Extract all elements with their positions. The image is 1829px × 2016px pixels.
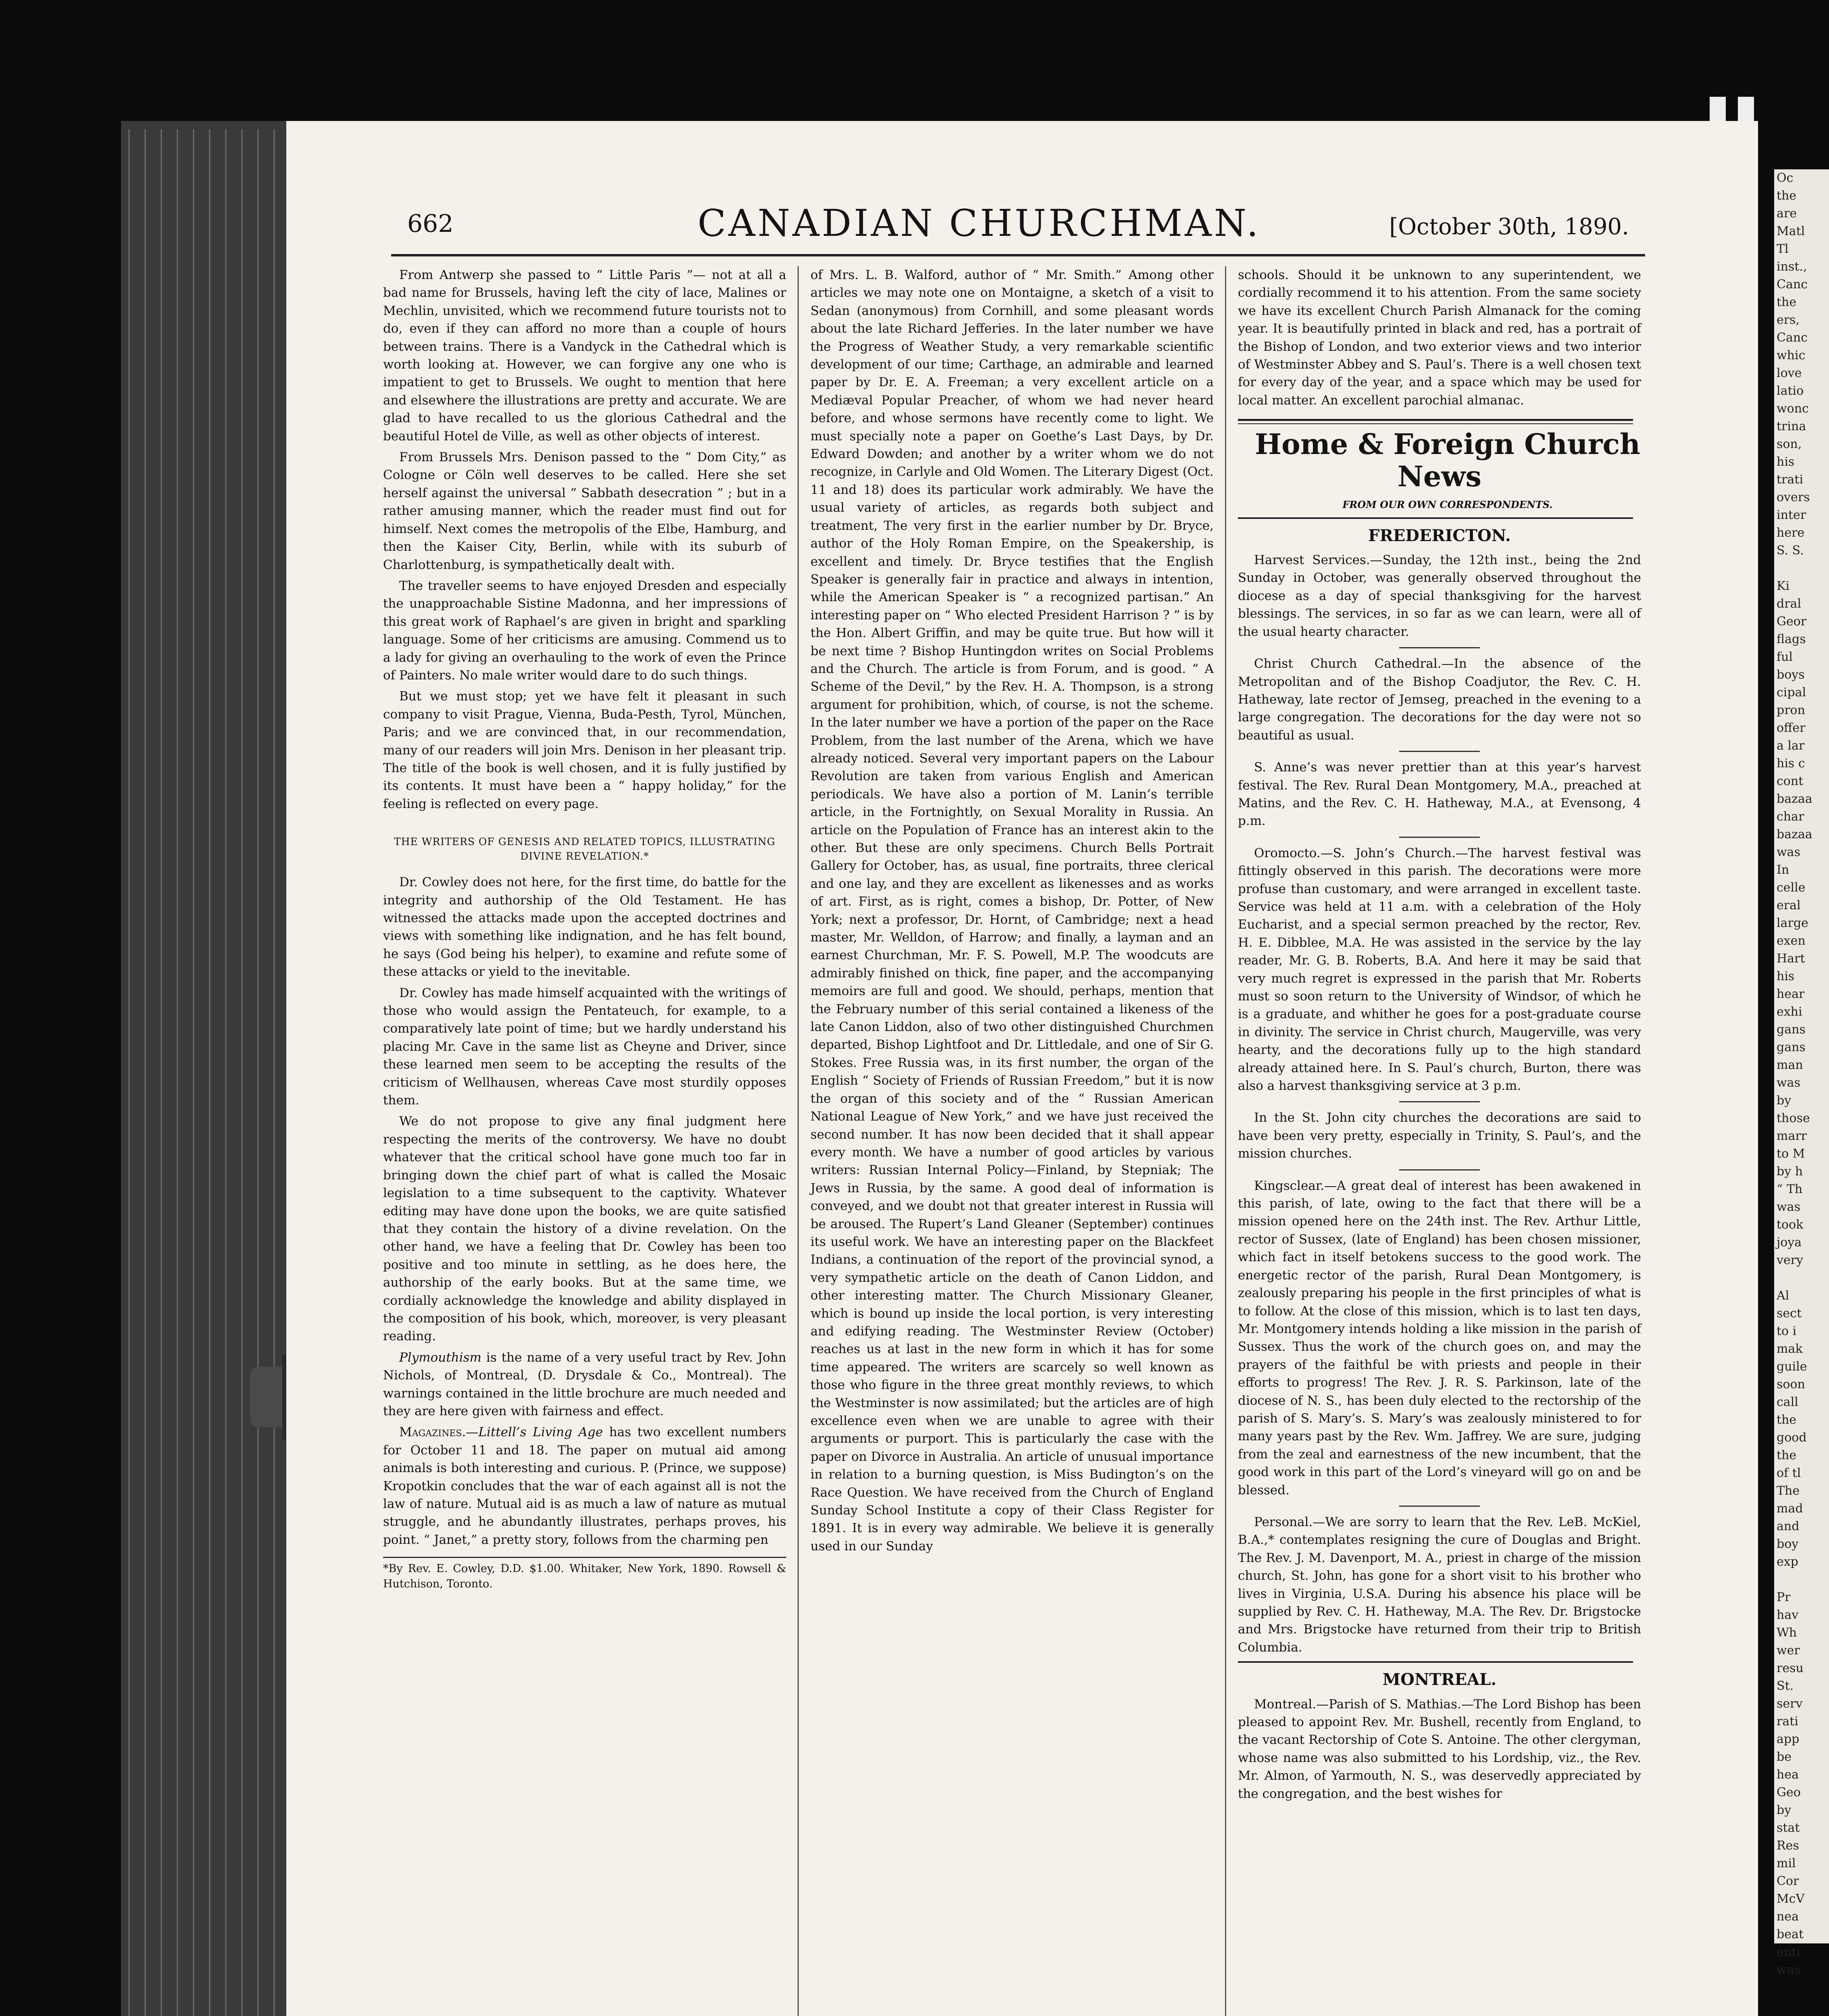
strip-fragment (1774, 560, 1829, 577)
strip-fragment: inst., (1777, 260, 1807, 274)
news-item: Personal.—We are sorry to learn that the Rev. LeB. McKiel, B.A.,* contemplates resigning the cure of Douglas and Bright. The Rev. J. M. Davenport, M. A., priest in charge of the mission church, St. John, has gone for a short visit to his brother who lives in Virginia, U.S.A. During his absence his place will be supplied by Rev. C. H. Hatheway, M.A. The Rev. Dr. Brigstocke and Mrs. Brigstocke have returned from their trip to British Columbia. (1238, 1514, 1641, 1655)
strip-fragment: serv (1777, 1697, 1803, 1711)
strip-fragment: the (1777, 189, 1797, 203)
strip-fragment: the (1777, 1448, 1797, 1462)
strip-fragment: by (1777, 1093, 1792, 1108)
strip-fragment: boy (1777, 1537, 1799, 1551)
strip-fragment: Hart (1777, 952, 1805, 966)
separator-rule (1399, 1506, 1480, 1507)
strip-fragment: Wh (1777, 1626, 1797, 1640)
strip-fragment: and (1777, 1519, 1800, 1533)
strip-fragment: “ Th (1777, 1182, 1803, 1196)
strip-fragment: to i (1777, 1324, 1797, 1338)
separator-rule (1238, 517, 1633, 519)
section-banner: Home & Foreign Church News (1254, 427, 1641, 494)
strip-fragment: took (1777, 1218, 1804, 1232)
strip-fragment: Geo (1777, 1785, 1801, 1799)
strip-fragment: hea (1777, 1768, 1799, 1782)
strip-fragment: beat (1777, 1927, 1804, 1941)
paragraph: From Brussels Mrs. Denison passed to the “ Dom City,” as Cologne or Cöln well deserves to be called. Here she set herself against the universal “ Sabbath desecration ” ; but in a rather amusing manner, which the reader must find out for himself. Next comes the metropolis of the Elbe, Hamburg, and then the Kaiser City, Berlin, while with its suburb of Charlottenburg, is sympathetically dealt with. (383, 450, 786, 572)
paragraph: But we must stop; yet we have felt it pleasant in such company to visit Prague, Vienna, Buda-Pesth, Tyrol, München, Paris; and we are convinced that, in our recommendation, many of our readers will join Mrs. Denison in her pleasant trip. The title of the book is well chosen, and it is fully justified by its contents. It must have been a “ happy holiday,” for the feeling is reflected on every page. (383, 689, 786, 811)
strip-fragment: was (1777, 1200, 1800, 1214)
strip-fragment: his (1777, 455, 1795, 469)
paragraph: Magazines.—Littell’s Living Age has two excellent numbers for October 11 and 18. The paper on mutual aid among animals is both interesting and curious. P. (Prince, we suppose) Kropotkin concludes that the war of each against all is not the law of nature. Mutual aid is as much a law of nature as mutual struggle, and he abundantly illustrates, perhaps proves, his point. “ Janet,” a pretty story, follows from the charming pen (383, 1425, 786, 1547)
strip-fragment: gans (1777, 1040, 1806, 1054)
strip-fragment: offer (1777, 721, 1806, 735)
strip-fragment: whic (1777, 348, 1806, 362)
strip-fragment: wer (1777, 1643, 1800, 1658)
strip-fragment: call (1777, 1395, 1798, 1409)
strip-fragment: exhi (1777, 1005, 1802, 1019)
strip-fragment: bazaa (1777, 792, 1812, 806)
strip-fragment: guile (1777, 1360, 1807, 1374)
strip-fragment: was (1777, 1076, 1800, 1090)
news-item: Oromocto.—S. John’s Church.—The harvest festival was fittingly observed in this parish. The decorations were more profuse than customary, and were arranged in excellent taste. Service was held at 11 a.m. with a celebration of the Holy Eucharist, and a special sermon preached by the rector, Rev. H. E. Dibblee, M.A. He was assisted in the service by the lay reader, Mr. G. B. Roberts, B.A. And here it may be said that very much regret is expressed in the parish that Mr. Roberts must so soon return to the University of Windsor, of which he is a graduate, and whither he goes for a post-graduate course in divinity. The service in Christ church, Maugerville, was very hearty, and the decorations fully up to the high standard already attained here. In S. Paul’s church, Burton, there was also a harvest thanksgiving service at 3 p.m. (1238, 846, 1641, 1093)
strip-fragment: be (1777, 1750, 1792, 1764)
strip-fragment: soon (1777, 1377, 1805, 1391)
adjacent-page-strip (1774, 169, 1829, 1977)
strip-fragment: man (1777, 1058, 1803, 1072)
strip-fragment: stat (1777, 1821, 1800, 1835)
section-heading: THE WRITERS OF GENESIS AND RELATED TOPICS, ILLUSTRATING DIVINE REVELATION.* (394, 836, 775, 862)
paragraph: Dr. Cowley does not here, for the first time, do battle for the integrity and authorship of the Old Testament. He has witnessed the attacks made upon the accepted doctrines and views with something like indignation, and he has felt bound, he says (God being his helper), to examine and refute some of these attacks or yield to the inevitable. (383, 875, 786, 979)
strip-fragment: dral (1777, 597, 1802, 611)
separator-rule (1238, 423, 1633, 424)
strip-fragment: Res (1777, 1839, 1799, 1853)
header-rule (391, 254, 1645, 256)
dateline-heading: MONTREAL. (1382, 1670, 1497, 1689)
strip-fragment (1774, 1269, 1829, 1287)
separator-rule (1238, 419, 1633, 421)
strip-fragment: trina (1777, 419, 1806, 433)
strip-fragment: his c (1777, 756, 1805, 771)
footnote: *By Rev. E. Cowley, D.D. $1.00. Whitaker, New York, 1890. Rowsell & Hutchison, Toronto. (383, 1557, 786, 1592)
paragraph-text: is the name of a very useful tract by Rev. John Nichols, of Montreal, (D. Drysdale & Co., Montreal). The warnings contained in the little brochure are much needed and they are here given with fairness and effect. (383, 1350, 786, 1418)
column-3 (1238, 266, 1641, 1806)
strip-fragment: eral (1777, 898, 1801, 912)
strip-fragment: cont (1777, 774, 1804, 788)
strip-fragment: those (1777, 1111, 1810, 1125)
strip-fragment: Tl (1777, 242, 1789, 256)
strip-fragment: Pr (1777, 1590, 1791, 1604)
strip-fragment: sect (1777, 1306, 1802, 1320)
strip-fragment: flags (1777, 632, 1806, 646)
newspaper-page (286, 121, 1758, 2016)
strip-fragment: hear (1777, 987, 1805, 1001)
strip-fragment: ers, (1777, 313, 1800, 327)
paragraph: schools. Should it be unknown to any superintendent, we cordially recommend it to his attention. From the same society we have its excellent Church Parish Almanack for the coming year. It is beautifully printed in black and red, has a portrait of the Bishop of London, and two exterior views and two interior of Westminster Abbey and S. Paul’s. There is a well chosen text for every day of the year, and a space which may be used for local matter. An excellent parochial almanac. (1238, 268, 1641, 408)
strip-fragment: large (1777, 916, 1808, 930)
strip-fragment: the (1777, 1413, 1797, 1427)
column-rule (1225, 266, 1226, 2016)
strip-fragment: exp (1777, 1555, 1798, 1569)
separator-rule (1399, 647, 1480, 648)
strip-fragment: Geor (1777, 614, 1807, 629)
strip-fragment: latio (1777, 384, 1804, 398)
strip-fragment: are (1777, 206, 1797, 221)
news-item: S. Anne’s was never prettier than at this year’s harvest festival. The Rev. Rural Dean Montgomery, M.A., preached at Matins, and the Rev. C. H. Hatheway, M.A., at Evensong, 4 p.m. (1238, 760, 1641, 829)
paragraph: The traveller seems to have enjoyed Dresden and especially the unapproachable Sistine Madonna, and her impressions of this great work of Raphael’s are given in bright and sparkling language. Some of her criticisms are amusing. Commend us to a lady for giving an overhauling to the work of even the Prince of Painters. No male writer would dare to do such things. (383, 578, 786, 683)
section-subtitle: FROM OUR OWN CORRESPONDENTS. (1342, 499, 1553, 511)
strip-fragment: a lar (1777, 739, 1805, 753)
strip-fragment: pron (1777, 703, 1805, 717)
strip-fragment: love (1777, 366, 1802, 380)
news-item: Kingsclear.—A great deal of interest has been awakened in this parish, of late, owing to the fact that there will be a mission opened here on the 24th inst. The Rev. Arthur Little, rector of Sussex, (late of England) has been chosen missioner, which fact in itself betokens success to the good work. The energetic rector of the parish, Rural Dean Montgomery, is zealously preparing his people in the first principles of what is to follow. At the close of this mission, which is to last ten days, Mr. Montgomery intends holding a like mission in the parish of Sussex. Thus the work of the church goes on, and may the prayers of the faithful be with priests and people in their efforts to progress! The Rev. J. R. S. Parkinson, late of the diocese of N. S., has been duly elected to the rectorship of the parish of S. Mary’s. S. Mary’s was zealously ministered to for many years past by the Rev. Wm. Jaffrey. We are sure, judging from the zeal and earnestness of the new incumbent, that the good work in this part of the Lord’s vineyard will go on and be blessed. (1238, 1178, 1641, 1497)
strip-fragment: mil (1777, 1856, 1796, 1870)
strip-fragment: Al (1777, 1289, 1789, 1303)
strip-fragment: boys (1777, 668, 1805, 682)
strip-fragment: trati (1777, 473, 1803, 487)
news-item: Montreal.—Parish of S. Mathias.—The Lord Bishop has been pleased to appoint Rev. Mr. Bushell, recently from England, to the vacant Rectorship of Cote S. Antoine. The other clergyman, whose name was also submitted to his Lordship, viz., the Rev. Mr. Almon, of Yarmouth, N. S., was deservedly appreciated by the congregation, and the best wishes for (1238, 1697, 1641, 1801)
strip-fragment: McV (1777, 1892, 1805, 1906)
strip-fragment: overs (1777, 490, 1810, 504)
strip-fragment: was (1777, 845, 1800, 859)
column-1 (383, 266, 786, 1595)
strip-fragment: S. S. (1777, 544, 1804, 558)
paragraph (383, 1349, 786, 1420)
issue-date: [October 30th, 1890. (1389, 214, 1629, 240)
strip-fragment: resu (1777, 1661, 1804, 1675)
italic-title: Littell’s Living Age (478, 1425, 603, 1440)
strip-fragment: joya (1777, 1235, 1802, 1250)
strip-fragment: rati (1777, 1714, 1798, 1729)
page-number: 662 (407, 210, 454, 238)
strip-fragment: Oc (1777, 171, 1794, 185)
strip-fragment: Ki (1777, 579, 1790, 593)
strip-fragment: marr (1777, 1129, 1807, 1143)
news-item: Christ Church Cathedral.—In the absence of the Metropolitan and of the Bishop Coadjutor, the Rev. C. H. Hatheway, late rector of Jemseg, preached in the evening to a large congregation. The decorations for the day were not so beautiful as usual. (1238, 656, 1641, 743)
page-edges (121, 121, 290, 2016)
strip-fragment (1774, 1571, 1829, 1589)
separator-rule (1399, 1169, 1480, 1170)
strip-fragment: was (1777, 1963, 1800, 1977)
separator-rule (1399, 751, 1480, 752)
strip-fragment: char (1777, 810, 1804, 824)
strip-fragment: Canc (1777, 331, 1808, 345)
strip-fragment: by (1777, 1803, 1792, 1817)
news-item: Harvest Services.—Sunday, the 12th inst., being the 2nd Sunday in October, was generally observed throughout the diocese as a day of special thanksgiving for the harvest blessings. The services, in so far as we can learn, were all of the usual hearty character. (1238, 553, 1641, 639)
strip-fragment: his (1777, 969, 1795, 983)
paragraph: Dr. Cowley has made himself acquainted with the writings of those who would assign the Pentateuch, for example, to a comparatively late point of time; but we hardly understand his placing Mr. Cave in the same list as Cheyne and Driver, since these learned men seem to be accepting the results of the criticism of Wellhausen, whereas Cave most sturdily opposes them. (383, 985, 786, 1108)
dateline-heading: FREDERICTON. (1368, 526, 1511, 545)
strip-fragment: mak (1777, 1342, 1803, 1356)
strip-fragment: bazaa (1777, 827, 1812, 841)
strip-fragment: wonc (1777, 402, 1809, 416)
strip-fragment: exen (1777, 934, 1806, 948)
strip-fragment: Canc (1777, 277, 1808, 292)
run-in-heading: Magazines. (399, 1425, 466, 1440)
strip-fragment: by h (1777, 1164, 1803, 1179)
strip-fragment: mad (1777, 1502, 1803, 1516)
strip-fragment: gans (1777, 1023, 1806, 1037)
page-header (407, 202, 1629, 250)
masthead-title: CANADIAN CHURCHMAN. (698, 202, 1261, 245)
separator-rule (1238, 1661, 1633, 1663)
column-rule (798, 266, 799, 2016)
strip-fragment: the (1777, 295, 1797, 309)
strip-fragment: enti (1777, 1945, 1800, 1959)
strip-fragment: The (1777, 1484, 1800, 1498)
strip-fragment: celle (1777, 881, 1806, 895)
strip-fragment: here (1777, 526, 1805, 540)
paragraph: From Antwerp she passed to “ Little Paris ”— not at all a bad name for Brussels, having left the city of lace, Malines or Mechlin, unvisited, which we recommend future tourists not to do, even if they can afford no more than a couple of hours between trains. There is a Vandyck in the Cathedral which is worth looking at. However, we can forgive any one who is impatient to get to Brussels. We ought to mention that here and elsewhere the illustrations are pretty and accurate. We are glad to have recalled to us the glorious Cathedral and the beautiful Hotel de Ville, as well as other objects of interest. (383, 268, 786, 444)
strip-fragment: St. (1777, 1679, 1794, 1693)
separator-rule (1399, 1101, 1480, 1102)
strip-fragment: very (1777, 1253, 1803, 1267)
strip-fragment: nea (1777, 1910, 1799, 1924)
news-item: In the St. John city churches the decorations are said to have been very pretty, especially in Trinity, S. Paul’s, and the mission churches. (1238, 1110, 1641, 1161)
strip-fragment: Matl (1777, 224, 1805, 238)
paragraph: We do not propose to give any final judgment here respecting the merits of the controversy. We have no doubt whatever that the critical school have gone much too far in bringing down the chief part of what is called the Mosaic legislation to a time subsequent to the captivity. Whatever editing may have done upon the books, we are quite satisfied that they contain the history of a divine revelation. On the other hand, we have a feeling that Dr. Cowley has been too positive and too minute in settling, as he does here, the authorship of the early books. But at the same time, we cordially acknowledge the knowledge and ability displayed in the composition of his book, which, moreover, is very pleasant reading. (383, 1114, 786, 1344)
paragraph: of Mrs. L. B. Walford, author of “ Mr. Smith.” Among other articles we may note one on Montaigne, a sketch of a visit to Sedan (anonymous) from Cornhill, and some pleasant words about the late Richard Jefferies. In the later number we have the Progress of Weather Study, a very remarkable scientific development of our time; Carthage, an admirable and learned paper by Dr. E. A. Freeman; a very excellent article on a Mediæval Popular Preacher, of whom we had never heard before, and whose sermons have recently come to light. We must specially note a paper on Goethe’s Last Days, by Dr. Edward Dowden; and another by a writer whom we do not recognize, in Carlyle and Old Women. The Literary Digest (Oct. 11 and 18) does its particular work admirably. We have the usual variety of articles, as regards both subject and treatment, The very first in the earlier number by Dr. Bryce, author of the Holy Roman Empire, on the Speakership, is excellent and timely. Dr. Bryce testifies that the English Speaker is generally fair in practice and always in intention, while the American Speaker is “ a recognized partisan.” An interesting paper on “ Who elected President Harrison ? ” is by the Hon. Albert Griffin, and may be quite true. But how will it be next time ? Bishop Huntingdon writes on Social Problems and the Church. The article is from Forum, and is good. “ A Scheme of the Devil,” by the Rev. H. A. Thompson, is a strong argument for prohibition, which, of course, is not the scheme. In the later number we have a portion of the paper on the Race Problem, from the last number of the Arena, which we have already noticed. Several very important papers on the Labour Revolution are taken from various English and American periodicals. We have also a portion of M. Lanin’s terrible article, in the Fortnightly, on Sexual Morality in Russia. An article on the Population of France has an interest akin to the other. But these are only specimens. Church Bells Portrait Gallery for October, has, as usual, fine portraits, three clerical and one lay, and they are excellent as likenesses and as works of art. First, as is right, comes a bishop, Dr. Potter, of New York; next a professor, Dr. Hornt, of Cambridge; next a head master, Mr. Welldon, of Harrow; and finally, a layman and an earnest Churchman, Mr. F. S. Powell, M.P. The woodcuts are admirably finished on thick, fine paper, and the accompanying memoirs are full and good. We should, perhaps, mention that the February number of this serial contained a likeness of the late Canon Liddon, also of two other distinguished Churchmen departed, Bishop Lightfoot and Dr. Littledale, and one of Sir G. Stokes. Free Russia was, in its first number, the organ of the English “ Society of Friends of Russian Freedom,” but it is now the organ of this society and of the “ Russian American National League of New York,” and we have just received the second number. It has now been decided that it shall appear every month. We have a number of good articles by various writers: Russian Internal Policy—Finland, by Stepniak; The Jews in Russia, by the same. A good deal of information is conveyed, and we doubt not that greater interest in Russia will be aroused. The Rupert’s Land Gleaner (September) continues its useful work. We have an interesting paper on the Blackfeet Indians, a continuation of the report of the provincial synod, a very sympathetic article on the death of Canon Liddon, and other interesting matter. The Church Missionary Gleaner, which is bound up inside the local portion, is very interesting and edifying reading. The Westminster Review (October) reaches us at last in the new form in which it has for some time appeared. The writers are scarcely so well known as those who figure in the three great monthly reviews, to which the Westminster is now assimilated; but the articles are of high excellence even when we are unable to agree with their arguments or purport. This is particularly the case with the paper on Divorce in Australia. An article of unusual importance in relation to a burning question, is Miss Budington’s on the Race Question. We have received from the Church of England Sunday School Institute a copy of their Class Register for 1891. It is in every way admirable. We believe it is generally used in our Sunday (810, 268, 1214, 1554)
paragraph-text: has two excellent numbers for October 11 and 18. The paper on mutual aid among animals is both interesting and curious. P. (Prince, we suppose) Kropotkin concludes that the war of each against all is not the law of nature. Mutual aid is as much a law of nature as mutual struggle, and he abundantly illustrates, perhaps proves, his point. “ Janet,” a pretty story, follows from the charming pen (383, 1425, 786, 1547)
column-2 (810, 266, 1214, 1558)
italic-lead: Plymouthism (399, 1350, 481, 1365)
strip-fragment: of tl (1777, 1466, 1801, 1480)
separator-rule (1399, 837, 1480, 838)
strip-fragment: cipal (1777, 685, 1806, 700)
strip-fragment: app (1777, 1732, 1800, 1746)
strip-fragment: ful (1777, 650, 1793, 664)
strip-fragment: good (1777, 1431, 1807, 1445)
strip-fragment: to M (1777, 1147, 1805, 1161)
strip-fragment: son, (1777, 437, 1802, 451)
strip-fragment: Cor (1777, 1874, 1799, 1888)
strip-fragment: inter (1777, 508, 1806, 522)
strip-fragment: In (1777, 863, 1789, 877)
strip-fragment: hav (1777, 1608, 1799, 1622)
